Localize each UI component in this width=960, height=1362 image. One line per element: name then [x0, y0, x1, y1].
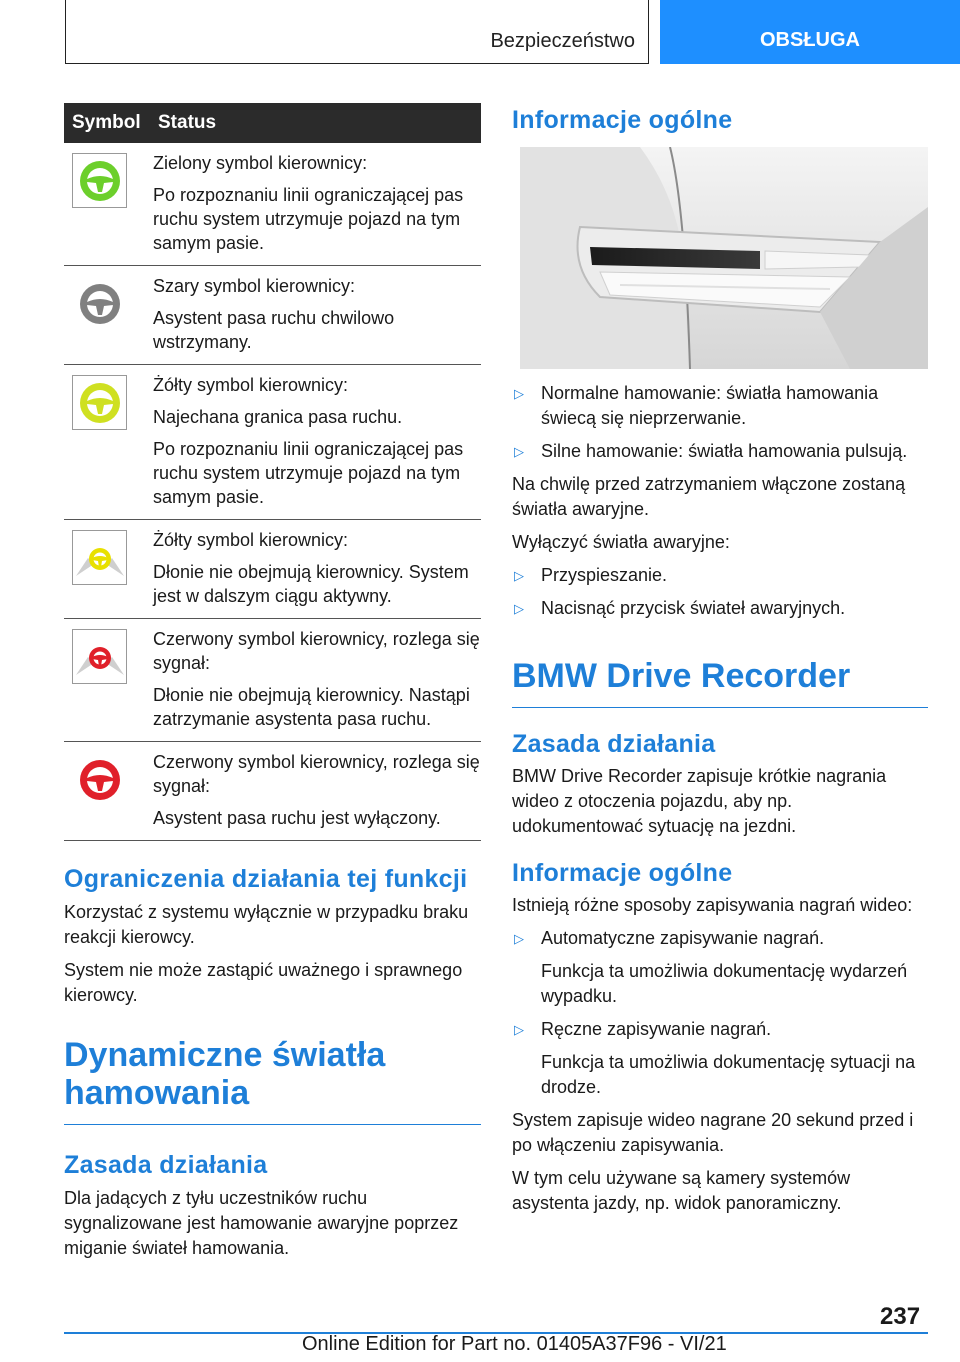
- status-text: Czerwony symbol kierownicy, rozlega się sygnał:: [153, 752, 480, 796]
- hazard-paragraph: Na chwilę przed zatrzymaniem włączone zostaną światła awaryjne.: [512, 474, 906, 519]
- triangle-bullet-icon: ▷: [514, 444, 524, 459]
- recording-modes-list: [512, 926, 928, 1100]
- drive-recorder-heading: BMW Drive Recorder: [512, 657, 928, 708]
- recorder-principle-paragraph: BMW Drive Recorder zapisuje krótkie nagrania wideo z otoczenia pojazdu, aby np. udokumentować sytuację na jezdni.: [512, 766, 887, 836]
- right-column: [512, 103, 928, 1216]
- recording-time-paragraph: System zapisuje wideo nagrane 20 sekund przed i po włączeniu zapisywania.: [512, 1110, 914, 1155]
- info-heading: Informacje ogólne: [512, 106, 733, 134]
- hands-off-red-icon: [72, 629, 127, 684]
- steering-wheel-green-icon: [72, 153, 127, 208]
- cameras-paragraph: W tym celu używane są kamery systemów asystenta jazdy, np. widok panoramiczny.: [512, 1168, 851, 1213]
- table-header-symbol: Symbol: [64, 103, 150, 143]
- steering-wheel-red-icon: [72, 752, 127, 807]
- steering-wheel-yellow-icon: [72, 375, 127, 430]
- table-row: [64, 742, 481, 841]
- triangle-bullet-icon: ▷: [514, 386, 524, 401]
- list-item: ▷ Nacisnąć przycisk świateł awaryjnych.: [512, 596, 928, 621]
- brake-lights-heading: Dynamiczne światła hamowania: [64, 1036, 481, 1125]
- limits-paragraph-1: Korzystać z systemu wyłącznie w przypadku braku reakcji kierowcy.: [64, 902, 469, 947]
- status-text: Po rozpoznaniu linii ograniczającej pas ruchu system utrzymuje pojazd na tym samym pasie.: [153, 439, 464, 507]
- hands-off-yellow-icon: [72, 530, 127, 585]
- table-row: [64, 520, 481, 619]
- list-item-detail: Funkcja ta umożliwia dokumentację wydarzeń wypadku.: [541, 961, 908, 1006]
- left-column: [64, 103, 481, 1261]
- symbol-status-table: [64, 103, 481, 841]
- status-text: Asystent pasa ruchu chwilowo wstrzymany.: [153, 308, 395, 352]
- status-text: Najechana granica pasa ruchu.: [153, 407, 403, 427]
- status-text: Po rozpoznaniu linii ograniczającej pas ruchu system utrzymuje pojazd na tym samym pasie.: [153, 185, 464, 253]
- hazard-off-paragraph: Wyłączyć światła awaryjne:: [512, 532, 730, 552]
- list-item: ▷ Normalne hamowanie: światła hamowania świecą się nieprzerwanie.: [514, 383, 879, 428]
- triangle-bullet-icon: ▷: [514, 601, 524, 616]
- triangle-bullet-icon: ▷: [514, 1022, 524, 1037]
- status-text: Asystent pasa ruchu jest wyłączony.: [153, 808, 441, 828]
- status-text: Dłonie nie obejmują kierownicy. System jest w dalszym ciągu aktywny.: [153, 562, 469, 606]
- list-item: ▷ Silne hamowanie: światła hamowania pulsują.: [512, 439, 928, 464]
- table-row: [64, 266, 481, 365]
- section-title: Bezpieczeństwo: [490, 30, 635, 52]
- recorder-info-heading: Informacje ogólne: [512, 859, 733, 887]
- list-item-detail: Funkcja ta umożliwia dokumentację sytuacji na drodze.: [541, 1052, 916, 1097]
- chapter-tab[interactable]: OBSŁUGA: [660, 0, 960, 64]
- status-text: Szary symbol kierownicy:: [153, 276, 356, 296]
- list-item: ▷ Automatyczne zapisywanie nagrań. Funkcja ta umożliwia dokumentację wydarzeń wypadku.: [512, 926, 928, 1009]
- recorder-info-paragraph: Istnieją różne sposoby zapisywania nagrań wideo:: [512, 895, 913, 915]
- list-item: ▷ Przyspieszanie.: [512, 563, 928, 588]
- brake-principle-paragraph: Dla jadących z tyłu uczestników ruchu sygnalizowane jest hamowanie awaryjne poprzez miganie świateł hamowania.: [64, 1188, 459, 1258]
- triangle-bullet-icon: ▷: [514, 931, 524, 946]
- table-row: [64, 619, 481, 742]
- status-text: Żółty symbol kierownicy:: [153, 530, 349, 550]
- table-row: [64, 365, 481, 520]
- braking-list: [512, 381, 928, 464]
- status-text: Żółty symbol kierownicy:: [153, 375, 349, 395]
- steering-wheel-gray-icon: [72, 276, 127, 331]
- table-row: [64, 143, 481, 266]
- edition-footer: Online Edition for Part no. 01405A37F96 - VI/21: [302, 1333, 727, 1355]
- brake-principle-heading: Zasada działania: [64, 1151, 268, 1179]
- recorder-principle-heading: Zasada działania: [512, 730, 716, 758]
- page-number: 237: [880, 1303, 921, 1330]
- limits-heading: Ograniczenia działania tej funkcji: [64, 865, 468, 893]
- brake-light-photo: [520, 147, 928, 369]
- table-header-status: Status: [150, 103, 481, 143]
- list-item: ▷ Ręczne zapisywanie nagrań. Funkcja ta umożliwia dokumentację sytuacji na drodze.: [512, 1017, 928, 1100]
- triangle-bullet-icon: ▷: [514, 568, 524, 583]
- status-text: Zielony symbol kierownicy:: [153, 153, 368, 173]
- limits-paragraph-2: System nie może zastąpić uważnego i sprawnego kierowcy.: [64, 960, 463, 1005]
- status-text: Dłonie nie obejmują kierownicy. Nastąpi zatrzymanie asystenta pasa ruchu.: [153, 685, 470, 729]
- status-text: Czerwony symbol kierownicy, rozlega się sygnał:: [153, 629, 480, 673]
- hazard-off-list: [512, 563, 928, 621]
